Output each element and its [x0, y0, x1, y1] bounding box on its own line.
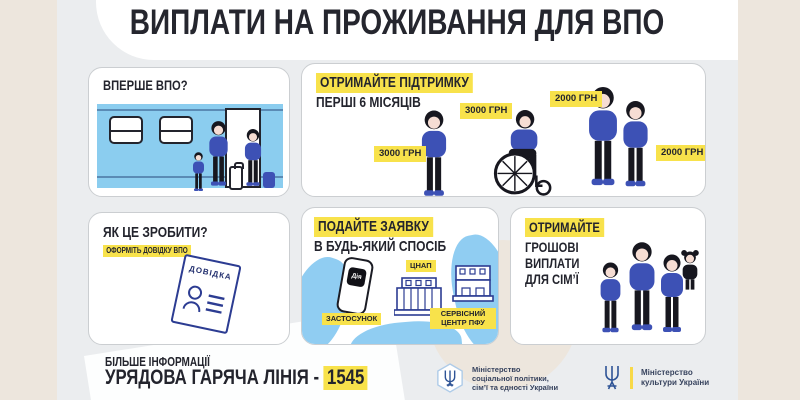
man-figure-icon — [625, 234, 659, 340]
panel-first-idp-header: ВПЕРШЕ ВПО? — [103, 77, 188, 93]
child-figure-icon — [191, 152, 206, 192]
panel-support — [301, 63, 706, 197]
amount-badge: 3000 ГРН — [460, 103, 512, 119]
panel-first-idp — [88, 67, 290, 197]
amount-badge: 2000 ГРН — [550, 91, 602, 107]
certificate-label: ДОВІДКА — [188, 264, 233, 282]
train-window-icon — [109, 116, 143, 144]
panel-apply-header: ПОДАЙТЕ ЗАЯВКУ — [314, 218, 463, 235]
more-info-label: БІЛЬШЕ ІНФОРМАЦІЇ — [105, 355, 210, 369]
option-app-label: ЗАСТОСУНОК — [322, 313, 381, 325]
ministry-social-policy-name: Міністерство соціальної політики, сім’ї та єдності України — [472, 364, 559, 392]
panel-how-to-header: ЯК ЦЕ ЗРОБИТИ? — [103, 224, 208, 241]
man-figure-icon — [206, 116, 231, 192]
page-title-text: ВИПЛАТИ НА ПРОЖИВАННЯ ДЛЯ ВПО — [130, 3, 665, 42]
panel-how-to-subheader: ОФОРМІТЬ ДОВІДКУ ВПО — [103, 246, 213, 255]
panel-receive-line: ВИПЛАТИ — [525, 255, 580, 271]
pfu-building-icon — [452, 264, 494, 304]
panel-receive — [510, 207, 706, 345]
yellow-bar-icon — [630, 367, 633, 389]
option-cnap-label: ЦНАП — [406, 260, 436, 272]
panel-how-to — [88, 212, 290, 345]
ministry-culture-logo — [602, 365, 709, 391]
panel-support-subheader: ПЕРШІ 6 МІСЯЦІВ — [316, 94, 421, 111]
amount-badge: 2000 ГРН — [656, 145, 706, 161]
panel-receive-line: ГРОШОВІ — [525, 239, 579, 255]
hotline-label: УРЯДОВА ГАРЯЧА ЛІНІЯ - — [105, 366, 320, 389]
certificate-document-icon — [170, 254, 241, 335]
panel-apply-subheader: В БУДЬ-ЯКИЙ СПОСІБ — [314, 238, 447, 255]
page-title — [57, 3, 738, 43]
trident-icon — [602, 365, 622, 391]
panel-apply — [301, 207, 499, 345]
trident-hexagon-icon — [436, 363, 464, 393]
diia-logo: Дія — [346, 267, 367, 288]
hotline-number: 1545 — [324, 366, 368, 390]
child-girl-figure-icon — [679, 250, 701, 294]
woman-figure-icon — [619, 91, 652, 197]
panel-support-header: ОТРИМАЙТЕ ПІДТРИМКУ — [316, 74, 512, 91]
certificate-content-icon — [181, 281, 229, 323]
amount-badge: 3000 ГРН — [374, 146, 426, 162]
suitcase-icon — [229, 166, 243, 190]
bag-icon — [263, 172, 275, 188]
panel-receive-header: ОТРИМАЙТЕ — [525, 219, 624, 235]
ministry-social-policy-logo — [436, 363, 558, 393]
panel-receive-line: ДЛЯ СІМ’Ї — [525, 271, 579, 287]
option-pfu-label: СЕРВІСНИЙ ЦЕНТР ПФУ — [430, 308, 496, 329]
boy-figure-icon — [597, 256, 624, 340]
train-window-icon — [159, 116, 193, 144]
ministry-culture-name: Міністерство культури України — [641, 368, 710, 387]
woman-figure-icon — [242, 124, 264, 192]
wheelchair-figure-icon — [478, 108, 564, 197]
hotline — [105, 366, 433, 390]
